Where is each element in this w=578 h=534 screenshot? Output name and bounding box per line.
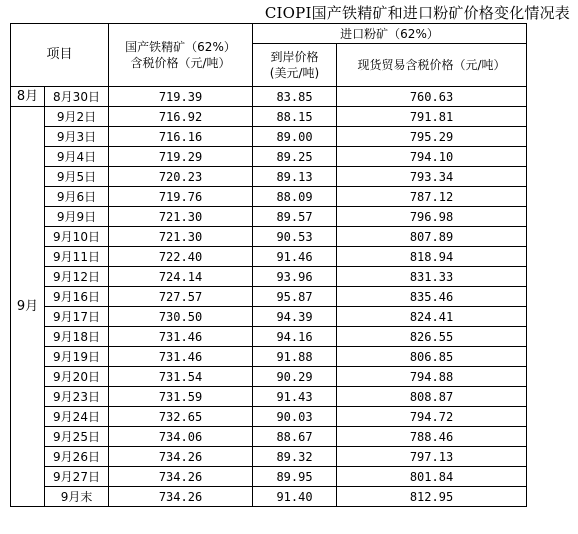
arrival-price-cell: 94.16	[253, 327, 337, 347]
table-row	[11, 367, 527, 387]
domestic-price-cell: 720.23	[109, 167, 253, 187]
date-cell: 9月24日	[45, 407, 109, 427]
spot-price-cell: 795.29	[337, 127, 527, 147]
arrival-price-cell: 89.00	[253, 127, 337, 147]
header-domestic-line1: 国产铁精矿（62%）	[125, 40, 236, 54]
date-cell: 9月末	[45, 487, 109, 507]
domestic-price-cell: 730.50	[109, 307, 253, 327]
header-spot-price: 现货贸易含税价格（元/吨）	[337, 44, 527, 87]
header-arrival-line2: (美元/吨)	[269, 66, 320, 80]
table-row	[11, 147, 527, 167]
date-cell: 8月30日	[45, 87, 109, 107]
table-row	[11, 247, 527, 267]
date-cell: 9月9日	[45, 207, 109, 227]
table-row	[11, 307, 527, 327]
arrival-price-cell: 91.46	[253, 247, 337, 267]
spot-price-cell: 801.84	[337, 467, 527, 487]
spot-price-cell: 831.33	[337, 267, 527, 287]
spot-price-cell: 794.72	[337, 407, 527, 427]
domestic-price-cell: 719.39	[109, 87, 253, 107]
domestic-price-cell: 734.26	[109, 447, 253, 467]
month-label-aug: 8月	[11, 87, 45, 107]
arrival-price-cell: 89.32	[253, 447, 337, 467]
date-cell: 9月4日	[45, 147, 109, 167]
spot-price-cell: 794.10	[337, 147, 527, 167]
table-row	[11, 487, 527, 507]
domestic-price-cell: 734.26	[109, 487, 253, 507]
date-cell: 9月25日	[45, 427, 109, 447]
domestic-price-cell: 716.16	[109, 127, 253, 147]
table-row	[11, 167, 527, 187]
table-row	[11, 127, 527, 147]
spot-price-cell: 826.55	[337, 327, 527, 347]
spot-price-cell: 793.34	[337, 167, 527, 187]
domestic-price-cell: 719.29	[109, 147, 253, 167]
table-row	[11, 187, 527, 207]
date-cell: 9月23日	[45, 387, 109, 407]
arrival-price-cell: 88.67	[253, 427, 337, 447]
arrival-price-cell: 89.25	[253, 147, 337, 167]
date-cell: 9月17日	[45, 307, 109, 327]
header-domestic-price	[109, 24, 253, 87]
domestic-price-cell: 721.30	[109, 227, 253, 247]
domestic-price-cell: 724.14	[109, 267, 253, 287]
spot-price-cell: 760.63	[337, 87, 527, 107]
domestic-price-cell: 731.46	[109, 347, 253, 367]
spot-price-cell: 824.41	[337, 307, 527, 327]
table-row	[11, 347, 527, 367]
arrival-price-cell: 94.39	[253, 307, 337, 327]
table-row	[11, 427, 527, 447]
domestic-price-cell: 734.26	[109, 467, 253, 487]
header-project: 项目	[11, 24, 109, 87]
spot-price-cell: 807.89	[337, 227, 527, 247]
domestic-price-cell: 731.59	[109, 387, 253, 407]
spot-price-cell: 818.94	[337, 247, 527, 267]
table-row	[11, 87, 527, 107]
date-cell: 9月3日	[45, 127, 109, 147]
date-cell: 9月26日	[45, 447, 109, 467]
spot-price-cell: 808.87	[337, 387, 527, 407]
domestic-price-cell: 731.54	[109, 367, 253, 387]
date-cell: 9月2日	[45, 107, 109, 127]
arrival-price-cell: 89.57	[253, 207, 337, 227]
arrival-price-cell: 89.13	[253, 167, 337, 187]
arrival-price-cell: 89.95	[253, 467, 337, 487]
arrival-price-cell: 90.53	[253, 227, 337, 247]
price-table	[10, 23, 527, 507]
date-cell: 9月5日	[45, 167, 109, 187]
header-arrival-line1: 到岸价格	[270, 50, 319, 64]
arrival-price-cell: 88.09	[253, 187, 337, 207]
table-row	[11, 227, 527, 247]
domestic-price-cell: 719.76	[109, 187, 253, 207]
arrival-price-cell: 91.43	[253, 387, 337, 407]
date-cell: 9月10日	[45, 227, 109, 247]
spot-price-cell: 794.88	[337, 367, 527, 387]
header-arrival-price	[253, 44, 337, 87]
date-cell: 9月20日	[45, 367, 109, 387]
spot-price-cell: 796.98	[337, 207, 527, 227]
spot-price-cell: 806.85	[337, 347, 527, 367]
header-import-group: 进口粉矿（62%）	[253, 24, 527, 44]
arrival-price-cell: 83.85	[253, 87, 337, 107]
table-row	[11, 107, 527, 127]
table-row	[11, 267, 527, 287]
page-title: CIOPI国产铁精矿和进口粉矿价格变化情况表	[264, 4, 570, 22]
table-row	[11, 287, 527, 307]
arrival-price-cell: 91.88	[253, 347, 337, 367]
table-row	[11, 447, 527, 467]
date-cell: 9月16日	[45, 287, 109, 307]
spot-price-cell: 835.46	[337, 287, 527, 307]
spot-price-cell: 787.12	[337, 187, 527, 207]
arrival-price-cell: 93.96	[253, 267, 337, 287]
arrival-price-cell: 95.87	[253, 287, 337, 307]
spot-price-cell: 797.13	[337, 447, 527, 467]
domestic-price-cell: 732.65	[109, 407, 253, 427]
table-row	[11, 407, 527, 427]
date-cell: 9月12日	[45, 267, 109, 287]
spot-price-cell: 788.46	[337, 427, 527, 447]
header-domestic-line2: 含税价格（元/吨）	[130, 56, 231, 70]
domestic-price-cell: 716.92	[109, 107, 253, 127]
domestic-price-cell: 722.40	[109, 247, 253, 267]
domestic-price-cell: 734.06	[109, 427, 253, 447]
date-cell: 9月19日	[45, 347, 109, 367]
table-row	[11, 467, 527, 487]
table-row	[11, 207, 527, 227]
domestic-price-cell: 727.57	[109, 287, 253, 307]
arrival-price-cell: 90.03	[253, 407, 337, 427]
month-label-sep: 9月	[11, 107, 45, 507]
date-cell: 9月11日	[45, 247, 109, 267]
spot-price-cell: 812.95	[337, 487, 527, 507]
arrival-price-cell: 88.15	[253, 107, 337, 127]
domestic-price-cell: 721.30	[109, 207, 253, 227]
spot-price-cell: 791.81	[337, 107, 527, 127]
table-row	[11, 327, 527, 347]
arrival-price-cell: 90.29	[253, 367, 337, 387]
date-cell: 9月27日	[45, 467, 109, 487]
date-cell: 9月6日	[45, 187, 109, 207]
date-cell: 9月18日	[45, 327, 109, 347]
arrival-price-cell: 91.40	[253, 487, 337, 507]
table-row	[11, 387, 527, 407]
domestic-price-cell: 731.46	[109, 327, 253, 347]
